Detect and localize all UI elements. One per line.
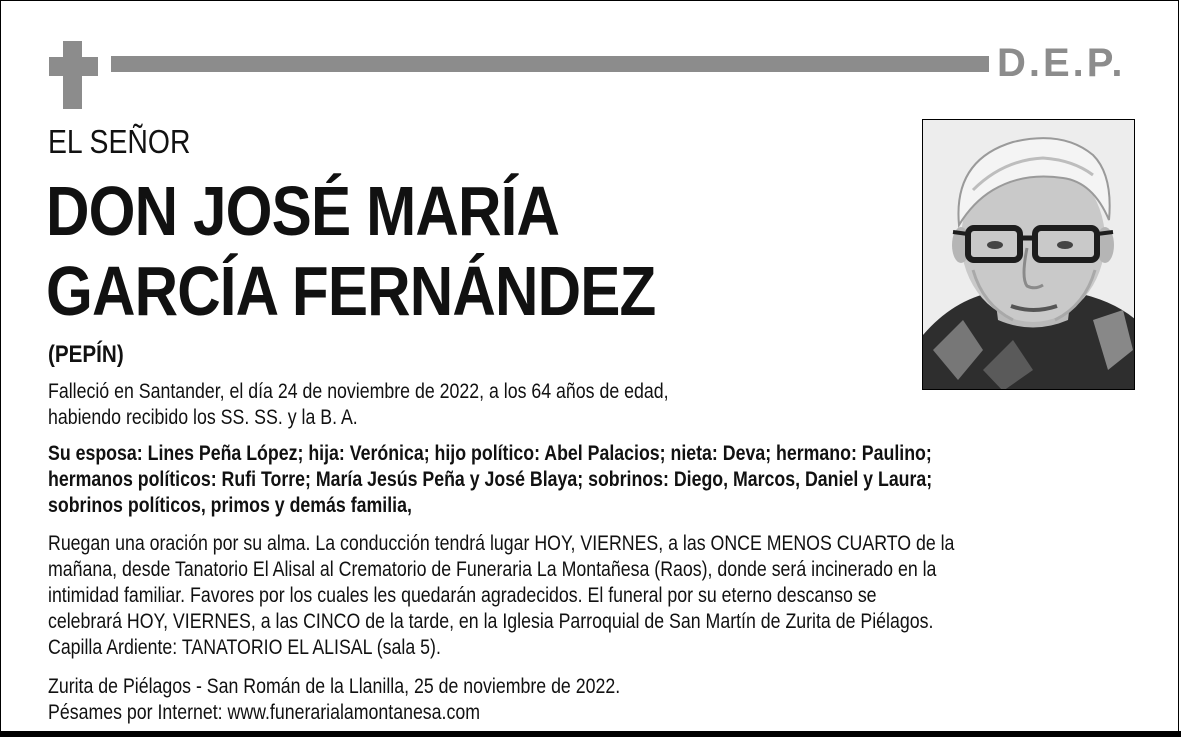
service-line: Ruegan una oración por su alma. La conducción tendrá lugar HOY, VIERNES, a las ONCE MENOS CUARTO de la bbox=[48, 532, 955, 555]
deceased-name bbox=[46, 171, 655, 331]
service-line: Capilla Ardiente: TANATORIO EL ALISAL (sala 5). bbox=[48, 636, 441, 659]
honorific: EL SEÑOR bbox=[48, 123, 191, 160]
name-line-1: DON JOSÉ MARÍA bbox=[46, 172, 560, 250]
nickname: (PEPÍN) bbox=[48, 341, 124, 368]
condolences-web: Pésames por Internet: www.funerarialamontanesa.com bbox=[48, 701, 481, 724]
family-line: Su esposa: Lines Peña López; hija: Verónica; hijo político: Abel Palacios; nieta: Deva; hermano: Paulino; bbox=[48, 442, 932, 465]
death-notice-line: Falleció en Santander, el día 24 de noviembre de 2022, a los 64 años de edad, bbox=[48, 380, 669, 403]
service-details bbox=[48, 531, 1096, 661]
name-line-2: GARCÍA FERNÁNDEZ bbox=[46, 252, 656, 330]
family-line: hermanos políticos: Rufi Torre; María Jesús Peña y José Blaya; sobrinos: Diego, Marcos, Daniel y Laura; bbox=[48, 468, 933, 491]
service-line: intimidad familiar. Favores por los cuales les quedarán agradecidos. El funeral por su eterno descanso se bbox=[48, 584, 877, 607]
family-list bbox=[48, 441, 1096, 519]
service-line: mañana, desde Tanatorio El Alisal al Crematorio de Funeraria La Montañesa (Raos), donde será incinerado en la bbox=[48, 558, 937, 581]
family-line: sobrinos políticos, primos y demás familia, bbox=[48, 494, 412, 517]
bottom-border bbox=[0, 731, 1181, 737]
death-notice-line: habiendo recibido los SS. SS. y la B. A. bbox=[48, 406, 358, 429]
service-line: celebrará HOY, VIERNES, a las CINCO de la tarde, en la Iglesia Parroquial de San Martín de Zurita de Piélagos. bbox=[48, 610, 934, 633]
portrait-photo bbox=[922, 119, 1135, 390]
footer bbox=[48, 674, 1096, 726]
death-notice bbox=[48, 379, 1096, 431]
place-date: Zurita de Piélagos - San Román de la Llanilla, 25 de noviembre de 2022. bbox=[48, 675, 621, 698]
header-rule bbox=[111, 56, 989, 72]
dep-label: D.E.P. bbox=[997, 41, 1126, 85]
